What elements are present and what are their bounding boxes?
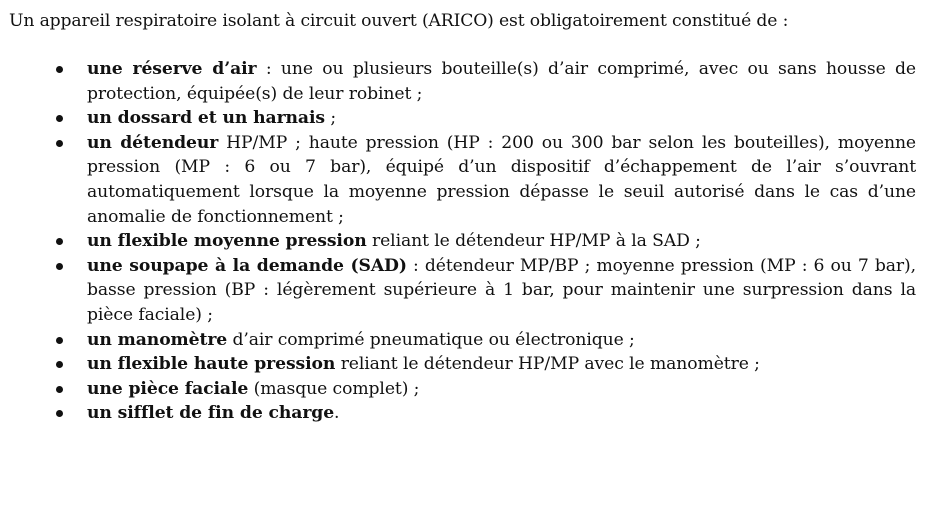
list-item-face-mask — [9, 377, 922, 402]
list-item-text: ; — [324, 108, 337, 129]
list-item-term: un manomètre — [87, 329, 228, 350]
list-item-medium-pressure-hose — [9, 229, 922, 254]
bullet-icon — [56, 386, 63, 393]
list-item-term: un détendeur — [87, 132, 219, 153]
bullet-icon — [56, 115, 63, 122]
list-item-term: un flexible moyenne pression — [87, 231, 367, 252]
list-item-text: : une ou plusieurs bouteille(s) d’air comprimé, avec ou sans housse de protection, équipée(s) de leur robinet ; — [87, 59, 916, 104]
component-list — [9, 57, 921, 426]
list-item-term: une soupape à la demande (SAD) — [87, 255, 407, 276]
list-item-air-reserve — [9, 57, 922, 106]
list-item-term: un sifflet de fin de charge — [87, 403, 335, 424]
list-item-text: d’air comprimé pneumatique ou électronique ; — [227, 329, 635, 350]
bullet-icon — [56, 337, 63, 344]
list-item-text: reliant le détendeur HP/MP avec le manomètre ; — [335, 354, 760, 375]
list-item-term: un dossard et un harnais — [87, 108, 325, 129]
bullet-icon — [56, 66, 63, 73]
list-item-text: : détendeur MP/BP ; moyenne pression (MP : 6 ou 7 bar), basse pression (BP : légèrement supérieure à 1 bar, pour maintenir une surpression dans la pièce faciale) ; — [87, 255, 916, 325]
list-item-warning-whistle — [9, 401, 922, 426]
bullet-icon — [56, 263, 63, 270]
bullet-icon — [56, 410, 63, 417]
list-item-pressure-gauge — [9, 328, 922, 353]
list-item-text: . — [334, 403, 340, 424]
list-item-regulator — [9, 131, 922, 229]
list-item-term: un flexible haute pression — [87, 354, 336, 375]
bullet-icon — [56, 361, 63, 368]
list-item-term: une pièce faciale — [87, 378, 249, 399]
list-item-text: reliant le détendeur HP/MP à la SAD ; — [366, 231, 701, 252]
list-item-demand-valve — [9, 254, 922, 328]
list-item-text: (masque complet) ; — [248, 378, 420, 399]
bullet-icon — [56, 238, 63, 245]
list-item-text: HP/MP ; haute pression (HP : 200 ou 300 bar selon les bouteilles), moyenne pression (MP : 6 ou 7 bar), équipé d’un dispositif d’échappement de l’air s’ouvrant automatiquement lorsque la moyenne pression dépasse le seuil autorisé dans le cas d’une anomalie de fonctionnement ; — [87, 132, 917, 227]
list-item-harness — [9, 106, 922, 131]
list-item-term: une réserve d’air — [87, 59, 257, 79]
bullet-icon — [56, 140, 63, 147]
intro-paragraph: Un appareil respiratoire isolant à circuit ouvert (ARICO) est obligatoirement constitué de : — [9, 11, 789, 31]
list-item-high-pressure-hose — [9, 352, 922, 377]
